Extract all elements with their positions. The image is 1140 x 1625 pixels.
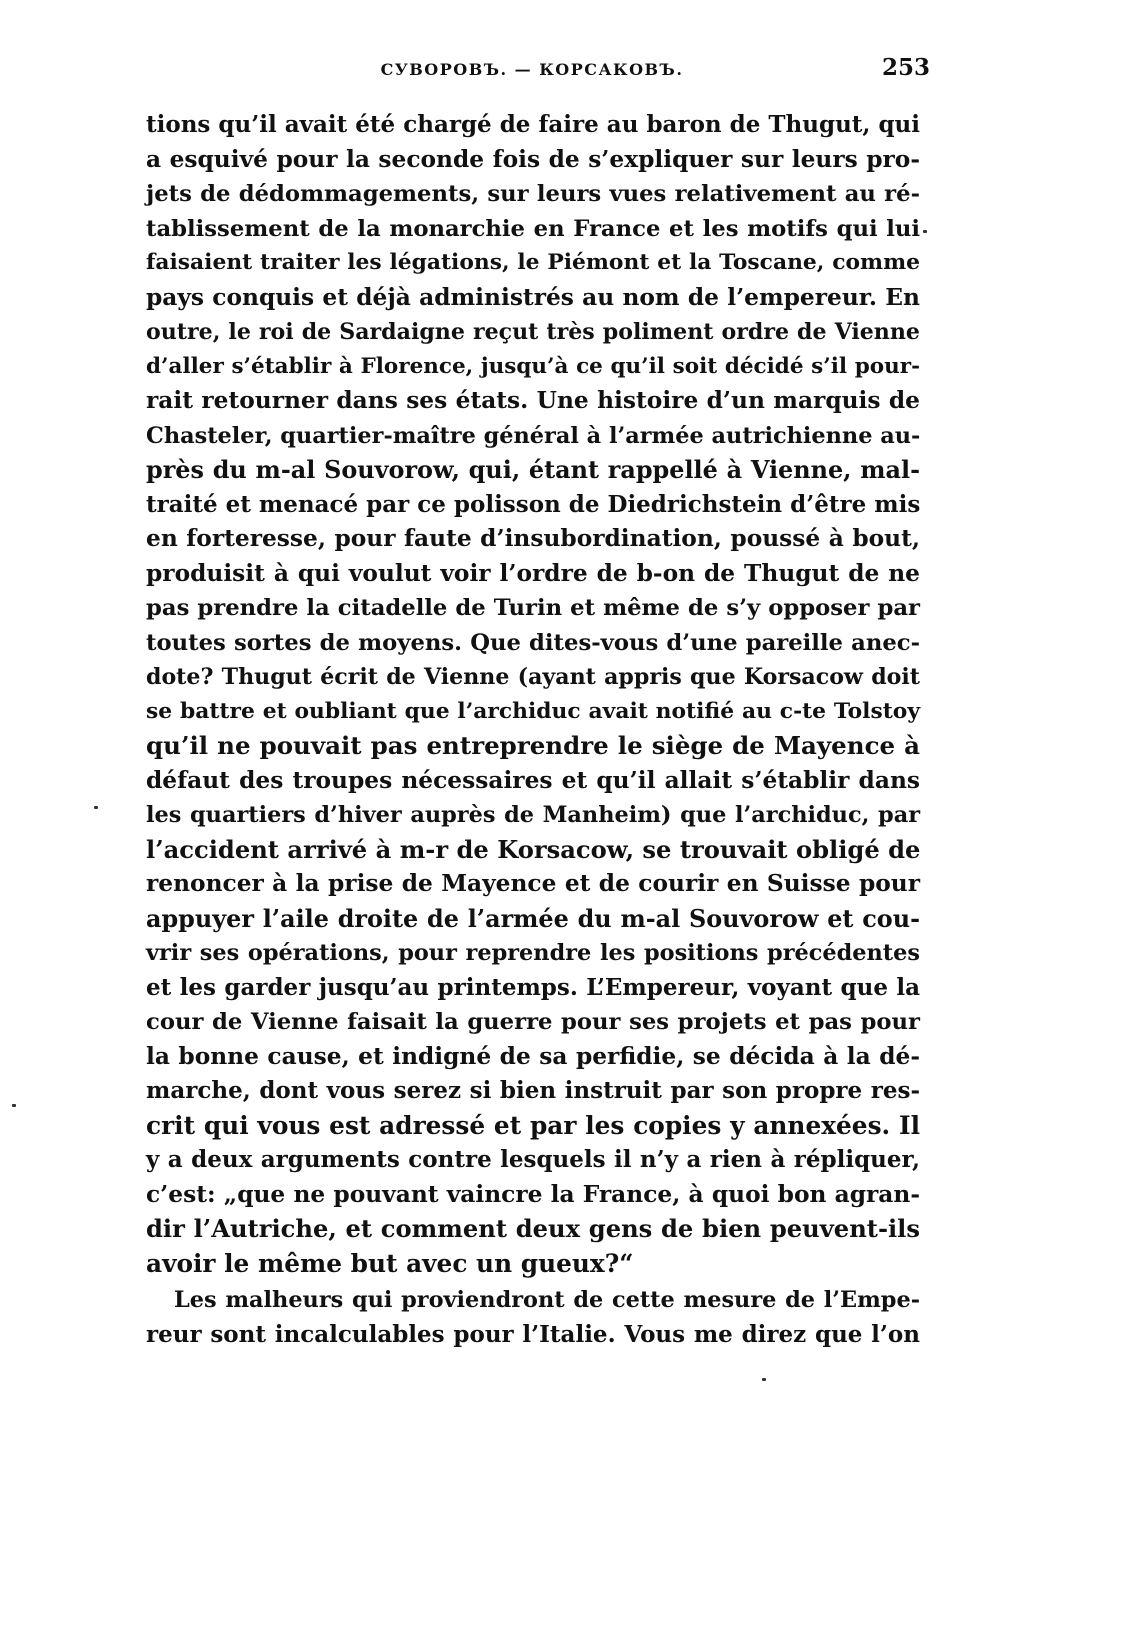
- scan-speck: [923, 230, 927, 233]
- text-line: marche, dont vous serez si bien instruit par son propre res-: [146, 1077, 920, 1104]
- text-line: a esquivé pour la seconde fois de s’expliquer sur leurs pro-: [146, 145, 920, 173]
- running-head: [146, 54, 930, 84]
- text-line: les quartiers d’hiver auprès de Manheim) que l’archiduc, par: [146, 802, 920, 828]
- scan-speck: [762, 1378, 766, 1381]
- text-line: avoir le même but avec un gueux?“: [146, 1248, 634, 1278]
- text-line: cour de Vienne faisait la guerre pour ses projets et pas pour: [146, 1009, 920, 1035]
- text-line: dote? Thugut écrit de Vienne (ayant appris que Korsacow doit: [146, 664, 920, 690]
- text-line: et les garder jusqu’au printemps. L’Empereur, voyant que la: [146, 973, 920, 1001]
- running-title: СУВОРОВЪ. — КОРСАКОВЪ.: [380, 60, 684, 79]
- scan-speck: [12, 1104, 16, 1107]
- text-line: Les malheurs qui proviendront de cette mesure de l’Empe-: [174, 1287, 920, 1313]
- text-line: pays conquis et déjà administrés au nom de l’empereur. En: [146, 283, 920, 311]
- text-line: jets de dédommagements, sur leurs vues relativement au ré-: [146, 181, 920, 207]
- text-line: défaut des troupes nécessaires et qu’il allait s’établir dans: [146, 766, 920, 794]
- text-line: l’accident arrivé à m-r de Korsacow, se trouvait obligé de: [146, 834, 921, 864]
- text-line: outre, le roi de Sardaigne reçut très poliment ordre de Vienne: [146, 319, 920, 345]
- text-line: crit qui vous est adressé et par les copies y annexées. Il: [146, 1110, 920, 1140]
- text-line: la bonne cause, et indigné de sa perfidie, se décida à la dé-: [146, 1042, 920, 1070]
- text-line: faisaient traiter les légations, le Piémont et la Toscane, comme: [146, 250, 920, 275]
- text-line: en forteresse, pour faute d’insubordination, poussé à bout,: [146, 525, 920, 552]
- text-line: se battre et oubliant que l’archiduc avait notifié au c-te Tolstoy: [146, 698, 920, 724]
- text-line: toutes sortes de moyens. Que dites-vous d’une pareille anec-: [146, 629, 920, 656]
- page-number: 253: [881, 54, 930, 81]
- body-text: [146, 108, 920, 1352]
- text-line: pas prendre la citadelle de Turin et même de s’y opposer par: [146, 595, 920, 621]
- text-line: Chasteler, quartier-maître général à l’armée autrichienne au-: [146, 422, 921, 449]
- text-line: tablissement de la monarchie en France et les motifs qui lui: [146, 215, 920, 242]
- text-line: près du m-al Souvorow, qui, étant rappellé à Vienne, mal-: [146, 456, 920, 484]
- text-line: rait retourner dans ses états. Une histoire d’un marquis de: [146, 387, 920, 414]
- text-line: renoncer à la prise de Mayence et de courir en Suisse pour: [146, 870, 920, 897]
- text-line: y a deux arguments contre lesquels il n’y a rien à répliquer,: [146, 1146, 920, 1173]
- text-line: vrir ses opérations, pour reprendre les positions précédentes: [146, 940, 920, 966]
- text-line: appuyer l’aile droite de l’armée du m-al Souvorow et cou-: [146, 904, 920, 933]
- text-line: c’est: „que ne pouvant vaincre la France, à quoi bon agran-: [146, 1180, 920, 1208]
- text-line: traité et menacé par ce polisson de Diedrichstein d’être mis: [146, 490, 921, 518]
- scan-speck: [94, 806, 98, 809]
- text-line: qu’il ne pouvait pas entreprendre le siège de Mayence à: [146, 731, 920, 760]
- text-line: reur sont incalculables pour l’Italie. Vous me direz que l’on: [146, 1320, 920, 1348]
- text-line: tions qu’il avait été chargé de faire au baron de Thugut, qui: [146, 111, 920, 138]
- text-line: dir l’Autriche, et comment deux gens de bien peuvent-ils: [146, 1214, 920, 1243]
- text-line: produisit à qui voulut voir l’ordre de b-on de Thugut de ne: [146, 559, 920, 587]
- text-line: d’aller s’établir à Florence, jusqu’à ce qu’il soit décidé s’il pour-: [146, 353, 920, 379]
